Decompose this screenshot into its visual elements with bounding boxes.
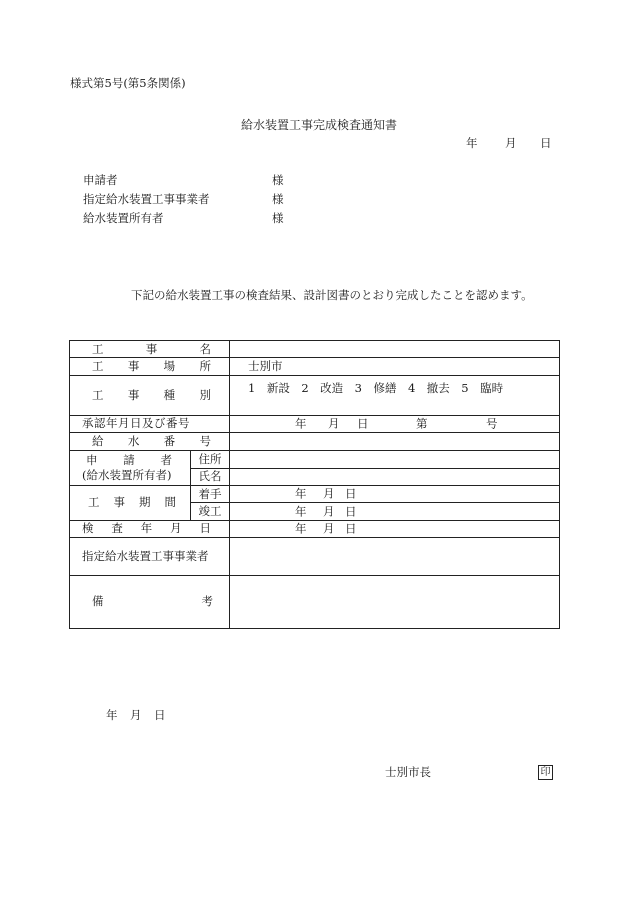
addressee-applicant: 申請者 (83, 173, 118, 187)
row-contractor (70, 538, 560, 576)
approval-day: 日 (357, 416, 369, 431)
approval-label: 承認年月日及び番号 (82, 416, 190, 431)
addressee-owner: 給水装置所有者 (83, 211, 164, 225)
inspection-month: 月 (323, 521, 335, 536)
row-remarks (70, 575, 560, 628)
end-year: 年 (295, 504, 307, 519)
contractor-field[interactable] (230, 538, 560, 576)
row-water-number (70, 432, 560, 450)
row-inspection-date (70, 520, 560, 537)
start-label: 着手 (191, 486, 230, 503)
start-day: 日 (345, 486, 357, 501)
end-month: 月 (323, 504, 335, 519)
row-approval (70, 415, 560, 432)
row-construction-name (70, 341, 560, 358)
row-applicant-address (70, 451, 560, 468)
construction-type-field[interactable] (230, 375, 560, 415)
construction-site-field[interactable] (230, 358, 560, 375)
start-year: 年 (295, 486, 307, 501)
end-day: 日 (345, 504, 357, 519)
start-date-field[interactable] (230, 486, 560, 503)
bottom-date-year: 年 (106, 708, 118, 722)
bottom-date-day: 日 (154, 708, 166, 722)
mayor-title: 士別市長 (385, 765, 431, 779)
form-code: 様式第5号(第5条関係) (70, 76, 186, 90)
inspection-table (69, 340, 560, 629)
end-date-field[interactable] (230, 503, 560, 520)
approval-year: 年 (295, 416, 307, 431)
address-label: 住所 (191, 451, 230, 468)
addressee-owner-honorific: 様 (272, 211, 284, 225)
issue-date-day: 日 (540, 136, 552, 150)
bottom-date-month: 月 (130, 708, 142, 722)
construction-type-label: 工 事 種 別 (92, 387, 211, 402)
approval-number-prefix: 第 (416, 416, 428, 431)
issue-date-year: 年 (466, 136, 478, 150)
row-construction-site (70, 358, 560, 375)
start-month: 月 (323, 486, 335, 501)
approval-field[interactable] (230, 415, 560, 432)
construction-name-field[interactable] (230, 341, 560, 358)
approval-number-suffix: 号 (486, 416, 498, 431)
water-number-field[interactable] (230, 432, 560, 450)
remarks-label: 備 考 (92, 594, 213, 609)
addressee-applicant-honorific: 様 (272, 173, 284, 187)
statement-text: 下記の給水装置工事の検査結果、設計図書のとおり完成したことを認めます。 (131, 288, 533, 302)
construction-name-label: 工 事 名 (92, 341, 211, 356)
name-field[interactable] (230, 468, 560, 485)
seal-box: 印 (538, 765, 553, 780)
addressee-contractor-honorific: 様 (272, 192, 284, 206)
construction-type-options: 1 新設 2 改造 3 修繕 4 撤去 5 臨時 (248, 380, 504, 395)
name-label: 氏名 (191, 468, 230, 485)
inspection-date-label: 検 査 年 月 日 (82, 521, 211, 536)
document-title: 給水装置工事完成検査通知書 (241, 118, 398, 132)
water-number-label: 給 水 番 号 (92, 434, 211, 449)
applicant-label-owner: (給水装置所有者) (82, 468, 172, 483)
row-period-start (70, 486, 560, 503)
applicant-label: 申 請 者 (給水装置所有者) (70, 451, 191, 486)
inspection-day: 日 (345, 521, 357, 536)
issue-date-month: 月 (505, 136, 517, 150)
row-construction-type (70, 375, 560, 415)
approval-month: 月 (328, 416, 340, 431)
construction-site-label: 工 事 場 所 (92, 359, 211, 374)
address-field[interactable] (230, 451, 560, 468)
end-label: 竣工 (191, 503, 230, 520)
construction-site-value: 士別市 (248, 359, 283, 374)
remarks-field[interactable] (230, 575, 560, 628)
inspection-date-field[interactable] (230, 520, 560, 537)
period-label: 工 事 期 間 (70, 486, 191, 521)
addressee-contractor: 指定給水装置工事事業者 (83, 192, 210, 206)
contractor-label: 指定給水装置工事事業者 (82, 548, 209, 563)
inspection-year: 年 (295, 521, 307, 536)
